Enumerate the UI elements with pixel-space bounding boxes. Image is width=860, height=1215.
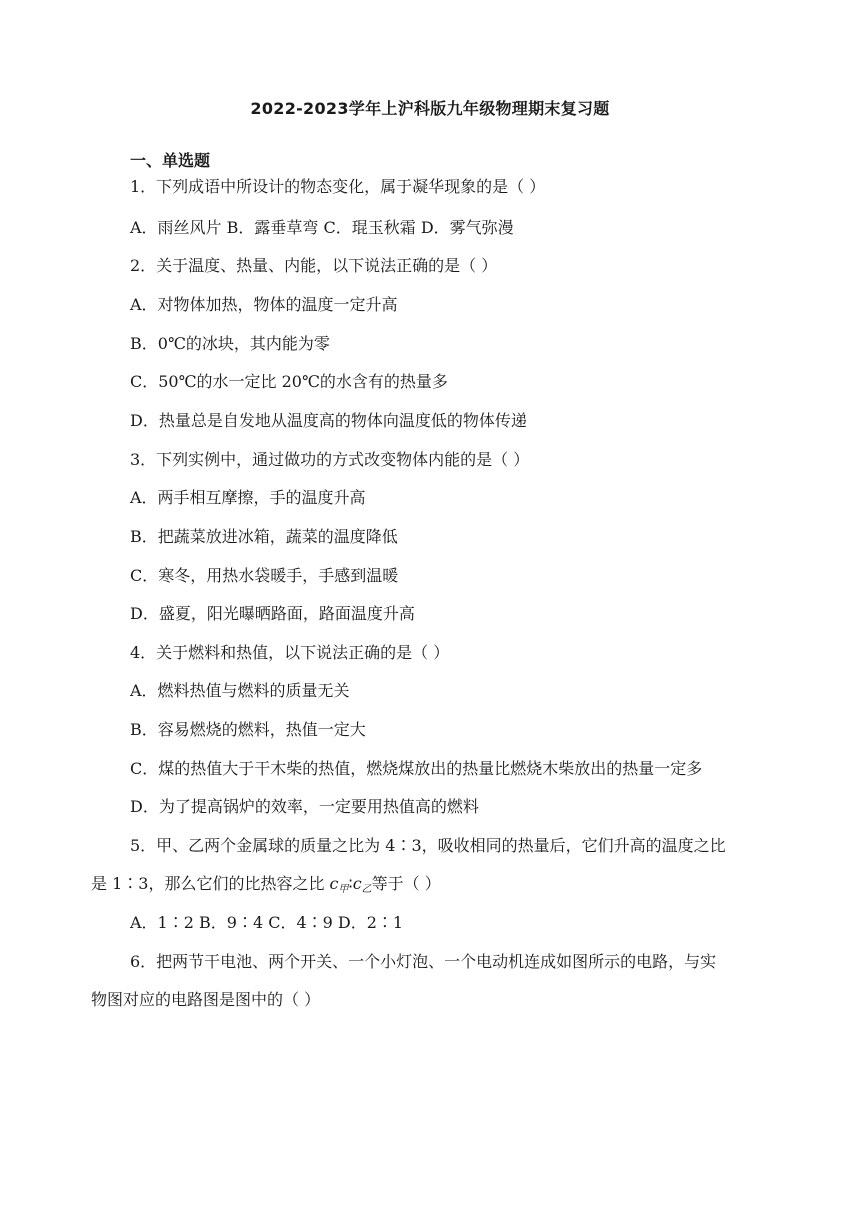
question-4-option-d: D．为了提高锅炉的效率，一定要用热值高的燃料 [130,797,479,816]
question-2-option-d: D．热量总是自发地从温度高的物体向温度低的物体传递 [130,411,527,430]
question-3-option-d: D．盛夏，阳光曝晒路面，路面温度升高 [130,604,415,623]
question-3-stem: 3．下列实例中，通过做功的方式改变物体内能的是（ ） [130,450,530,469]
subscript-yi: 乙 [361,884,372,895]
question-4-option-b: B．容易燃烧的燃料，热值一定大 [130,720,366,739]
question-2-option-a: A．对物体加热，物体的温度一定升高 [130,295,398,314]
question-6-stem-line-1: 6．把两节干电池、两个开关、一个小灯泡、一个电动机连成如图所示的电路，与实 [130,952,717,971]
question-3-option-b: B．把蔬菜放进冰箱，蔬菜的温度降低 [130,527,398,546]
question-5-stem-tail: 等于（ ） [371,874,441,893]
question-5-stem-line-2 [91,874,441,897]
section-heading: 一、单选题 [130,151,211,170]
document-title: 2022-2023学年上沪科版九年级物理期末复习题 [250,99,610,118]
question-4-option-c: C．煤的热值大于干木柴的热值，燃烧煤放出的热量比燃烧木柴放出的热量一定多 [130,759,703,778]
question-4-stem: 4．关于燃料和热值，以下说法正确的是（ ） [130,643,450,662]
question-4-option-a: A．燃料热值与燃料的质量无关 [130,681,350,700]
question-5-stem-line-1: 5．甲、乙两个金属球的质量之比为 4∶3，吸收相同的热量后，它们升高的温度之比 [130,836,726,855]
question-5-stem-text: 是 1∶3，那么它们的比热容之比 [91,874,330,893]
question-6-stem-line-2: 物图对应的电路图是图中的（ ） [91,990,321,1009]
ratio-symbol: ∶ [348,874,353,893]
question-2-option-c: C．50℃的水一定比 20℃的水含有的热量多 [130,372,448,391]
question-2-option-b: B．0℃的冰块，其内能为零 [130,334,330,353]
question-1-options: A．雨丝风片 B．露垂草弯 C．琨玉秋霜 D．雾气弥漫 [130,218,514,237]
question-3-option-c: C．寒冬，用热水袋暖手，手感到温暖 [130,566,399,585]
question-3-option-a: A．两手相互摩擦，手的温度升高 [130,488,366,507]
question-5-options: A．1∶2 B．9∶4 C．4∶9 D．2∶1 [130,913,404,932]
specific-heat-symbol-yi: c [352,874,362,893]
subscript-jia: 甲 [338,884,349,895]
question-1-stem: 1．下列成语中所设计的物态变化，属于凝华现象的是（ ） [130,177,546,196]
specific-heat-symbol-jia: c [329,874,339,893]
question-2-stem: 2．关于温度、热量、内能，以下说法正确的是（ ） [130,256,498,275]
